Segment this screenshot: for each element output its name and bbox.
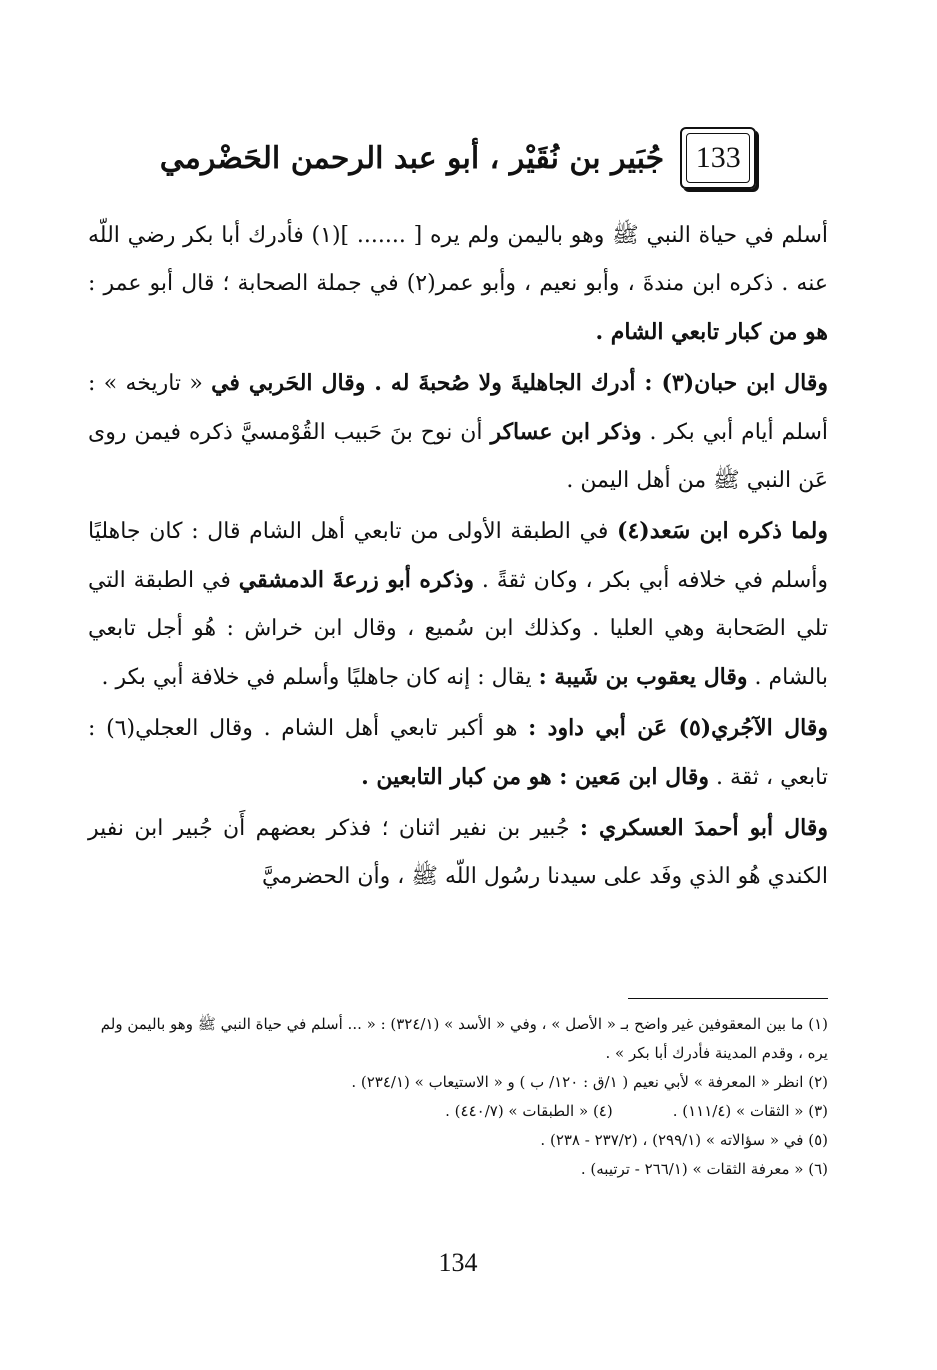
footnote-6: (٦) « معرفة الثقات » (٢٦٦/١ - ترتيبه) . (580, 1160, 828, 1178)
footnote-5: (٥) في « سؤالاته » (٢٩٩/١) ، (٢٣٧/٢ - ٢٣٨) . (540, 1131, 828, 1149)
paragraph-3-bold-1: ولما ذكره ابن سَعد(٤) (617, 518, 828, 544)
entry-number-box (680, 127, 756, 189)
entry-header (88, 118, 828, 198)
paragraph-3-bold-2: وذكره أبو زرعةَ الدمشقي (238, 567, 474, 593)
entry-number: 133 (695, 141, 741, 174)
entry-title: جُبَير بن نُقَيْر ، أبو عبد الرحمن الحَضْرمي (159, 140, 665, 176)
paragraph-1-bold: هو من كبار تابعي الشام . (595, 319, 828, 345)
paragraph-3 (88, 507, 828, 702)
paragraph-2-text-2: أن نوح بنَ حَبيب القُوْمسيَّ ذكره فيمن روى عَن النبي ﷺ من أهل اليمن . (88, 420, 828, 493)
entry-body (88, 212, 828, 901)
paragraph-5-bold-1: وقال أبو أحمدَ العسكري : (579, 815, 828, 841)
book-page (88, 118, 828, 1358)
paragraph-3-text-2: في الطبقة التي تلي الصَحابة وهي العليا . وكذلك ابن سُميع ، وقال ابن خراش : هُو أجل تابعي بالشام . (88, 568, 828, 690)
footnote-4: (٤) « الطبقات » (٤٤٠/٧) . (445, 1102, 613, 1120)
footnote-3: (٣) « الثقات » (١١١/٤) . (672, 1102, 828, 1120)
paragraph-2-bold-1: وقال ابن حبان(٣) : أدرك الجاهليةَ ولا صُحبةَ له . وقال الحَربي في (211, 370, 828, 396)
footnote-row-3-4 (88, 1097, 828, 1126)
paragraph-4-text-1: هو أكبر تابعي أهل الشام . وقال العجلي(٦) : تابعي ، ثقة . (88, 716, 828, 790)
paragraph-4-bold-1: وقال الآجُري(٥) عَن أبي داود : (528, 715, 828, 741)
paragraph-3-bold-3: وقال يعقوب بن شَيبة : (538, 664, 748, 690)
footnote-1: (١) ما بين المعقوفين غير واضح بـ « الأصل » ، وفي « الأسد » (٣٢٤/١) : « ... أسلم في حياة النبي ﷺ وهو باليمن ولم يره ، وقدم المدينة فأدرك أبا بكر » . (100, 1015, 828, 1062)
paragraph-5-text-1: جُبير بن نفير اثنان ؛ فذكر بعضهم أَن جُبير ابن نفير الكندي هُو الذي وفَد على سيدنا رسُول اللّه ﷺ ، وأن الحضرميَّ (88, 816, 828, 889)
footnote-separator (628, 998, 828, 999)
paragraph-4-bold-2: وقال ابن مَعين : هو من كبار التابعين . (361, 764, 709, 790)
paragraph-3-text-1: في الطبقة الأولى من تابعي أهل الشام قال : كان جاهليًا وأسلم في خلافه أبي بكر ، وكان ثقةً . (88, 519, 829, 593)
paragraph-2-text-1: « تاريخه » : أسلم أيام أبي بكر . (88, 371, 829, 445)
footnote-2: (٢) انظر « المعرفة » لأبي نعيم ( ١/ق : ١٢٠/ ب ) و « الاستيعاب » (٢٣٤/١) . (351, 1073, 828, 1091)
paragraph-1 (88, 212, 828, 357)
paragraph-4 (88, 704, 828, 802)
page-number: 134 (438, 1248, 478, 1277)
paragraph-2 (88, 359, 828, 505)
paragraph-3-text-3: يقال : إنه كان جاهليًا وأسلم في خلافة أبي بكر . (101, 665, 532, 690)
footnotes (88, 1010, 828, 1184)
paragraph-2-bold-2: وذكر ابن عساكر (490, 419, 642, 445)
paragraph-5 (88, 804, 828, 901)
paragraph-1-text: أسلم في حياة النبي ﷺ وهو باليمن ولم يره [ ....... ](١) فأدرك أبا بكر رضي اللّه عنه . ذكره ابن مندةَ ، وأبو نعيم ، وأبو عمر(٢) في جملة الصحابة ؛ قال أبو عمر : (88, 223, 828, 296)
